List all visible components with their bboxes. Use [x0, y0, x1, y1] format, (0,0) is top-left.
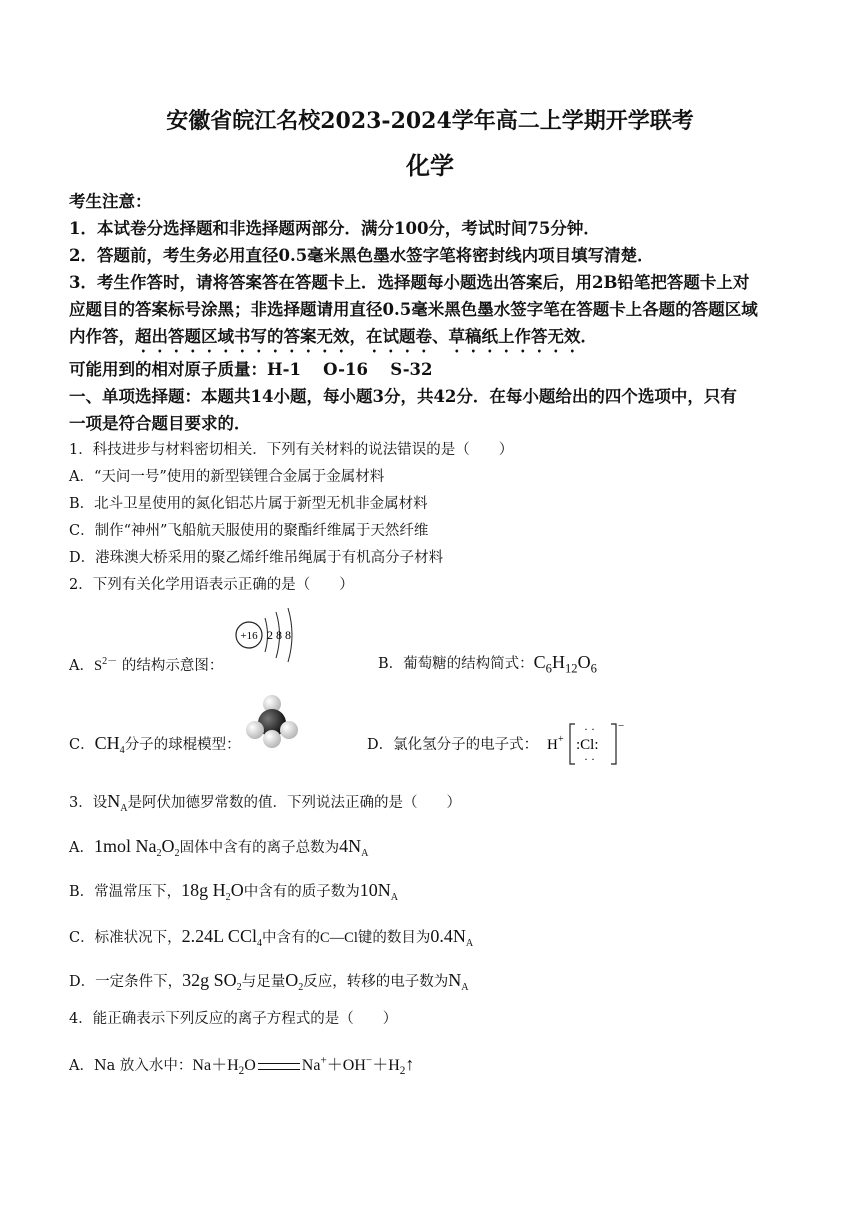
option-text: 中含有的质子数为: [243, 884, 360, 900]
formula: O: [285, 970, 299, 990]
hydrogen-atom-right: [280, 721, 298, 739]
formula-element: C: [533, 652, 546, 672]
option-label: C．标准状况下，: [69, 930, 182, 946]
notice-item-3-line-2: 应题目的答案标号涂黑；非选择题请用直径0.5毫米黑色墨水签字笔在答题卡上各题的答题区域: [69, 300, 758, 319]
sulfur-ion: S: [93, 657, 103, 674]
hydrogen-charge: +: [558, 734, 564, 745]
left-bracket: [570, 724, 575, 764]
nucleus-charge: +16: [240, 630, 258, 642]
question-2-option-c: [69, 733, 241, 756]
equation-right: ＋OH: [326, 1057, 366, 1074]
bond: C—Cl: [320, 930, 358, 946]
section-1-line-2: 一项是符合题目要求的．: [69, 414, 251, 433]
option-label: C．: [69, 737, 95, 753]
avogadro-symbol: N: [107, 791, 121, 811]
formula-element: H: [551, 652, 565, 672]
top-electron-pair: · ·: [584, 722, 595, 736]
notice-heading: 考生注意：: [69, 192, 152, 211]
option-label: A．Na 放入水中：: [69, 1058, 193, 1074]
glucose-formula: [533, 652, 597, 676]
notice-item-2: 2．答题前，考生务必用直径0.5毫米黑色墨水签字笔将密封线内项目填写清楚．: [69, 246, 654, 265]
question-3-option-b: [69, 880, 398, 903]
formula-subscript: 12: [564, 661, 578, 676]
superscript: −: [365, 1054, 373, 1067]
sulfur-ion-structure-diagram: [232, 604, 312, 664]
methane-ball-stick-model: [243, 694, 303, 750]
hcl-electron-formula: [545, 718, 635, 770]
gas-arrow: ↑: [405, 1054, 415, 1074]
formula: 18g H: [181, 880, 226, 900]
hydrogen-atom-left: [246, 721, 264, 739]
notice-item-3-text: 内作答，: [69, 327, 135, 346]
notice-item-3-line-1: 3．考生作答时，请将答案答在答题卡上．选择题每小题选出答案后，用2B铅笔把答题卡上对: [69, 273, 750, 292]
equation-left: O: [244, 1057, 256, 1074]
option-text: 键的数目为: [357, 930, 431, 946]
subscript: 2: [298, 981, 304, 993]
question-1-option-d: D．港珠澳大桥采用的聚乙烯纤维吊绳属于有机高分子材料: [69, 550, 444, 566]
notice-item-1: 1．本试卷分选择题和非选择题两部分．满分100分，考试时间75分钟．: [69, 219, 600, 238]
subscript: A: [361, 847, 369, 859]
equation-right: Na: [301, 1057, 321, 1074]
right-bracket: [611, 724, 616, 764]
formula-subscript: 6: [545, 661, 552, 676]
subscript: 2: [225, 891, 231, 903]
option-label: B．常温常压下，: [69, 884, 182, 900]
question-3-stem: [69, 791, 461, 814]
option-text: 中含有的: [262, 930, 321, 946]
atomic-mass-line: 可能用到的相对原子质量：H-1 O-16 S-32: [69, 360, 433, 379]
question-4-option-a: [69, 1052, 414, 1077]
subscript: 2: [399, 1065, 406, 1078]
notice-item-3-emphasis: 超出答题区域书写的答案无效，在试题卷、草稿纸上作答无效: [135, 327, 581, 346]
question-2-option-a: [69, 652, 223, 675]
option-text: 与足量: [241, 974, 286, 990]
formula-subscript: 6: [590, 661, 597, 676]
option-text: 反应，转移的电子数为: [303, 974, 449, 990]
chloride-charge: −: [618, 720, 625, 732]
stem-text: 是阿伏加德罗常数的值．下列说法正确的是（ ）: [127, 795, 462, 811]
subscript: 2: [174, 847, 180, 859]
subscript: 4: [256, 937, 263, 949]
option-c-text: 分子的球棍模型：: [124, 737, 241, 753]
bottom-electron-pair: · ·: [584, 752, 595, 766]
subscript: 2: [238, 1065, 245, 1078]
formula: O: [161, 836, 175, 856]
option-text: 固体中含有的离子总数为: [179, 840, 340, 856]
value: 4N: [339, 836, 362, 856]
avogadro-subscript: A: [120, 802, 128, 814]
subscript: 2: [236, 981, 242, 993]
question-2-option-b: [378, 652, 597, 677]
subscript: 2: [156, 847, 162, 859]
question-4-stem: 4．能正确表示下列反应的离子方程式的是（ ）: [69, 1011, 398, 1027]
formula: O: [230, 880, 244, 900]
methane-subscript: 4: [119, 744, 125, 756]
equation-left: Na＋H: [192, 1057, 239, 1074]
option-d-text: D．氯化氢分子的电子式：: [367, 737, 539, 753]
option-label: A．: [69, 657, 94, 674]
question-2-option-d: [367, 733, 538, 754]
question-1-stem: 1．科技进步与材料密切相关．下列有关材料的说法错误的是（ ）: [69, 442, 514, 458]
value: N: [448, 970, 462, 990]
notice-item-3-line-3: [69, 323, 597, 356]
equation-right: ＋H: [372, 1057, 400, 1074]
superscript: +: [320, 1054, 327, 1067]
value: 10N: [359, 880, 391, 900]
section-1-line-1: 一、单项选择题：本题共14小题，每小题3分，共42分．在每小题给出的四个选项中，只有: [69, 387, 737, 406]
ion-charge: 2－: [102, 656, 118, 667]
notice-item-3-end: ．: [580, 327, 597, 346]
option-label: A．: [69, 840, 94, 856]
formula: 2.24L CCl: [181, 926, 257, 946]
hydrogen-atom-bottom: [263, 730, 281, 748]
methane-formula: CH: [94, 733, 120, 753]
hydrogen-symbol: H: [547, 737, 558, 753]
question-3-option-d: [69, 970, 469, 993]
option-a-text: 的结构示意图：: [117, 657, 224, 674]
formula-element: O: [577, 652, 591, 672]
question-1-option-c: C．制作“神州”飞船航天服使用的聚酯纤维属于天然纤维: [69, 523, 429, 539]
option-b-text: B．葡萄糖的结构简式：: [378, 656, 534, 672]
subscript: A: [461, 981, 469, 993]
electron-shells: 2 8 8: [267, 628, 291, 642]
question-1-option-a: A．“天问一号”使用的新型镁锂合金属于金属材料: [69, 469, 385, 485]
question-3-option-c: [69, 926, 473, 949]
value: 0.4N: [430, 926, 466, 946]
exam-title: 安徽省皖江名校2023-2024学年高二上学期开学联考: [166, 108, 694, 134]
option-label: D．一定条件下，: [69, 974, 183, 990]
stem-prefix: 3．设: [69, 795, 108, 811]
chlorine-symbol: :Cl:: [576, 737, 599, 753]
ionic-equation: [192, 1054, 415, 1078]
question-1-option-b: B．北斗卫星使用的氮化铝芯片属于新型无机非金属材料: [69, 496, 428, 512]
equation-equals-sign: [258, 1063, 300, 1070]
subscript: A: [465, 937, 474, 949]
subscript: A: [390, 891, 399, 903]
question-2-stem: 2．下列有关化学用语表示正确的是（ ）: [69, 577, 354, 593]
formula: 1mol Na: [93, 836, 157, 856]
formula: 32g SO: [182, 970, 237, 990]
question-3-option-a: [69, 836, 368, 859]
subject-title: 化学: [406, 151, 454, 180]
